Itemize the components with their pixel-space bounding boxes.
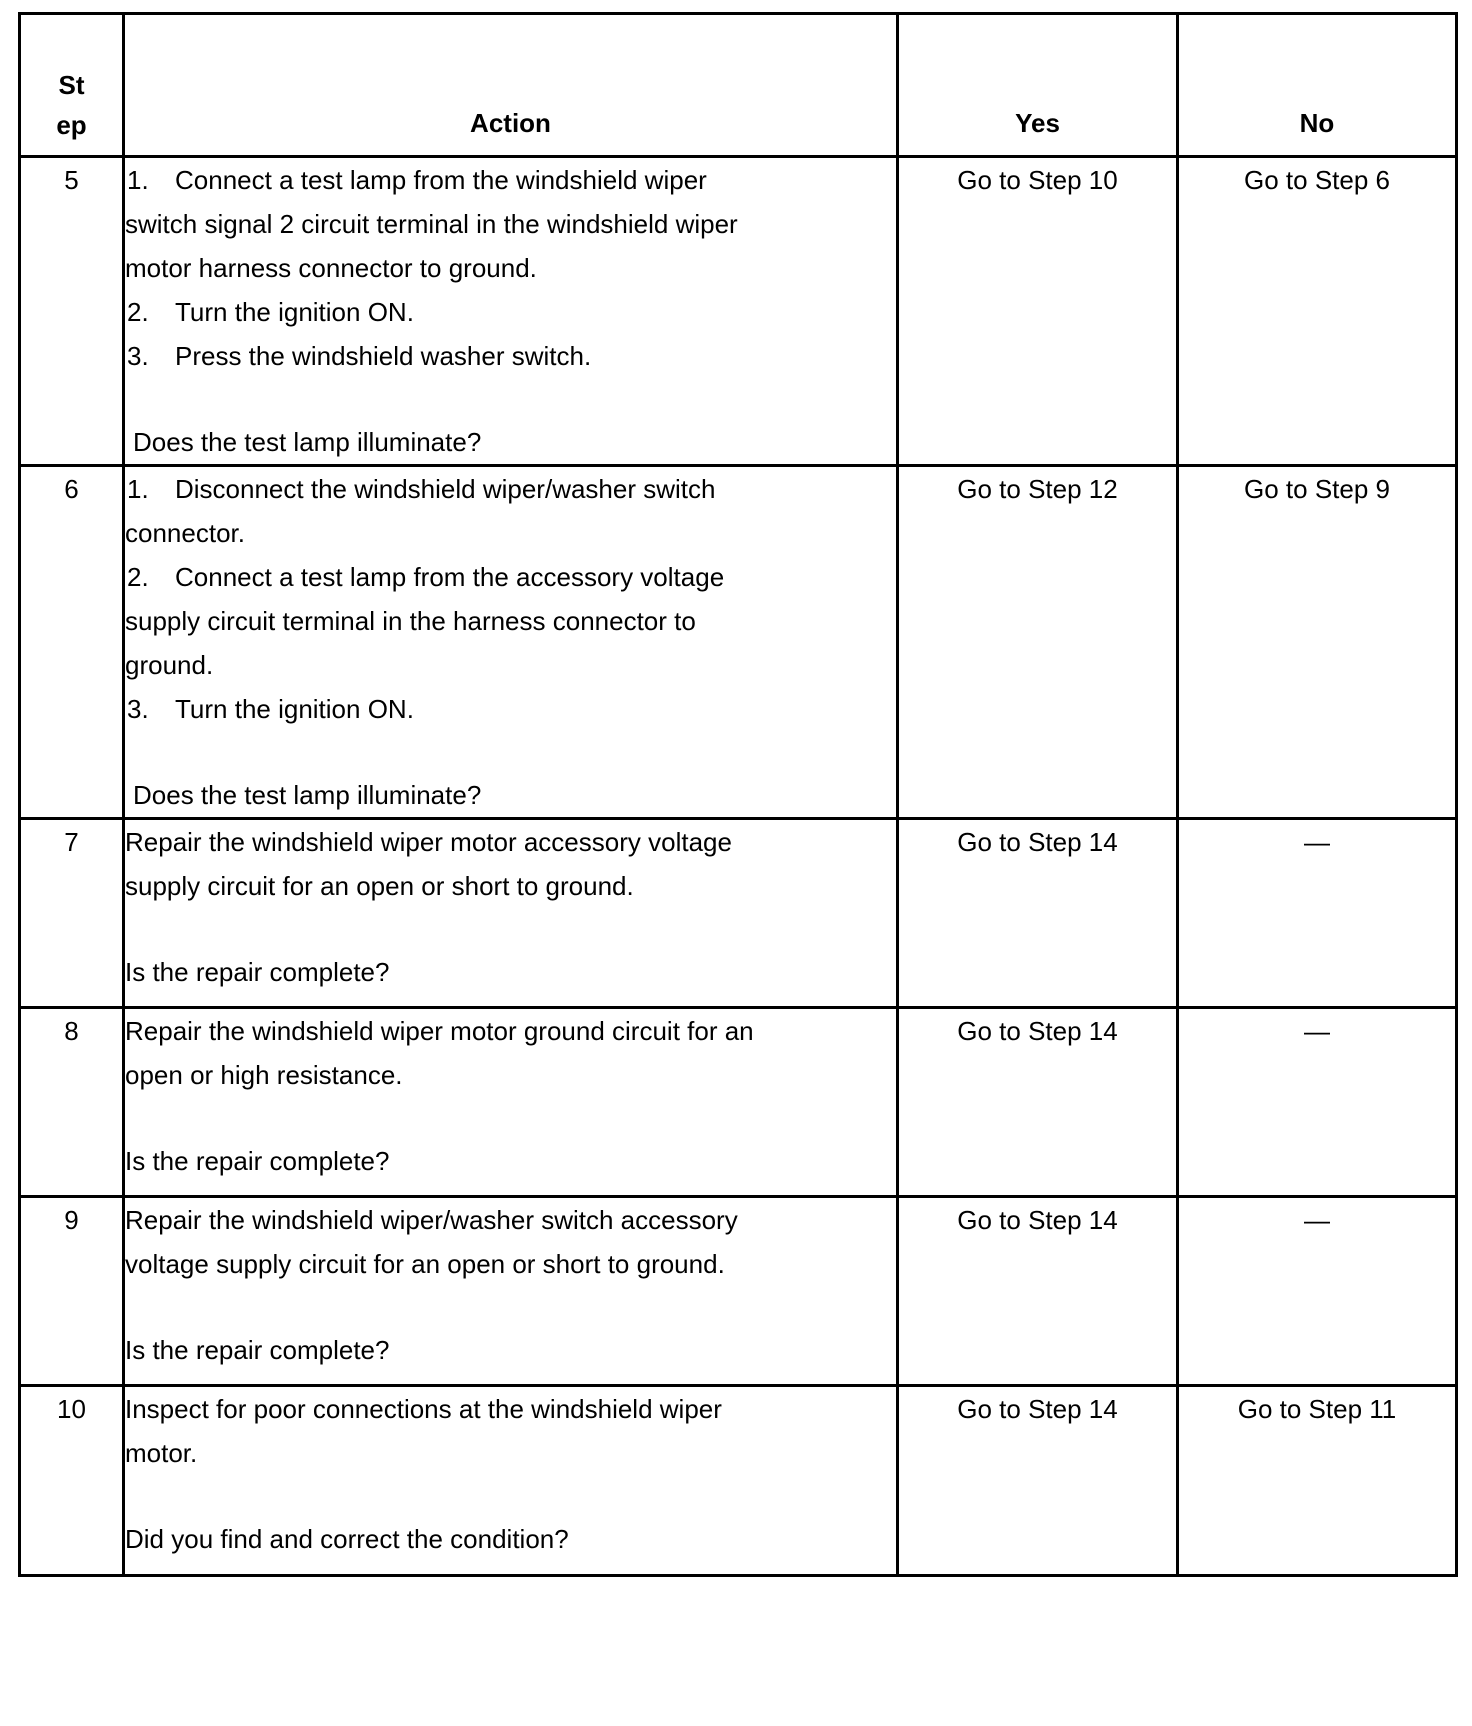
step-number: 9 [20,1197,124,1386]
action-text: Repair the windshield wiper/washer switch accessory [125,1205,738,1235]
table-row [20,1386,1457,1576]
step-number: 10 [20,1386,124,1576]
action-step-number: 2. [127,297,149,327]
yes-result: Go to Step 14 [898,1386,1178,1576]
action-text: Turn the ignition ON. [175,694,414,724]
step-number: 5 [20,157,124,466]
action-text: supply circuit terminal in the harness connector to [125,606,696,636]
action-question: Did you find and correct the condition? [125,1524,569,1554]
action-line [125,290,896,334]
action-line [125,555,896,599]
action-question: Does the test lamp illuminate? [133,427,482,457]
header-step [20,14,124,157]
no-result: Go to Step 9 [1178,466,1457,819]
action-text: Press the windshield washer switch. [175,341,592,371]
table-row [20,1008,1457,1197]
diagnostic-table [18,12,1458,1577]
action-text: Connect a test lamp from the windshield wiper [175,165,707,195]
action-line [125,246,896,290]
action-cell [124,1386,898,1576]
action-step-number: 3. [127,694,149,724]
action-text: ground. [125,650,214,680]
action-line [125,820,896,864]
no-result: — [1178,1008,1457,1197]
action-line [125,1053,896,1097]
action-line [125,202,896,246]
action-question: Is the repair complete? [125,957,390,987]
action-line [125,1387,896,1431]
action-line [125,334,896,378]
header-action: Action [124,14,898,157]
action-line [125,864,896,908]
action-line [125,1009,896,1053]
yes-result: Go to Step 14 [898,1008,1178,1197]
action-line [125,467,896,511]
table-row [20,157,1457,466]
header-no: No [1178,14,1457,157]
step-number: 8 [20,1008,124,1197]
action-line [125,158,896,202]
step-number: 7 [20,819,124,1008]
no-result: — [1178,819,1457,1008]
action-step-number: 1. [127,474,149,504]
no-result: Go to Step 11 [1178,1386,1457,1576]
yes-result: Go to Step 14 [898,1197,1178,1386]
action-text: voltage supply circuit for an open or short to ground. [125,1249,725,1279]
action-question: Is the repair complete? [125,1335,390,1365]
header-step-line1: St [58,70,85,100]
action-line [125,599,896,643]
action-question: Is the repair complete? [125,1146,390,1176]
action-cell [124,819,898,1008]
action-cell [124,157,898,466]
action-text: Inspect for poor connections at the windshield wiper [125,1394,722,1424]
action-text: Repair the windshield wiper motor accessory voltage [125,827,732,857]
action-text: motor harness connector to ground. [125,253,537,283]
action-text: connector. [125,518,245,548]
step-number: 6 [20,466,124,819]
header-row [20,14,1457,157]
action-line [125,1198,896,1242]
action-text: switch signal 2 circuit terminal in the windshield wiper [125,209,738,239]
table-row [20,819,1457,1008]
no-result: — [1178,1197,1457,1386]
yes-result: Go to Step 14 [898,819,1178,1008]
action-cell [124,1197,898,1386]
header-yes: Yes [898,14,1178,157]
action-step-number: 3. [127,341,149,371]
yes-result: Go to Step 12 [898,466,1178,819]
action-line [125,1431,896,1475]
action-step-number: 2. [127,562,149,592]
action-question: Does the test lamp illuminate? [133,780,482,810]
table-row [20,466,1457,819]
action-line [125,511,896,555]
table-row [20,1197,1457,1386]
action-text: Connect a test lamp from the accessory voltage [175,562,725,592]
yes-result: Go to Step 10 [898,157,1178,466]
action-text: open or high resistance. [125,1060,403,1090]
action-cell [124,1008,898,1197]
action-line [125,687,896,731]
action-step-number: 1. [127,165,149,195]
action-line [125,643,896,687]
action-line [125,1242,896,1286]
action-cell [124,466,898,819]
header-step-line2: ep [56,110,87,140]
action-text: supply circuit for an open or short to ground. [125,871,634,901]
action-text: Disconnect the windshield wiper/washer switch [175,474,716,504]
action-text: Repair the windshield wiper motor ground circuit for an [125,1016,754,1046]
action-text: Turn the ignition ON. [175,297,414,327]
no-result: Go to Step 6 [1178,157,1457,466]
action-text: motor. [125,1438,198,1468]
